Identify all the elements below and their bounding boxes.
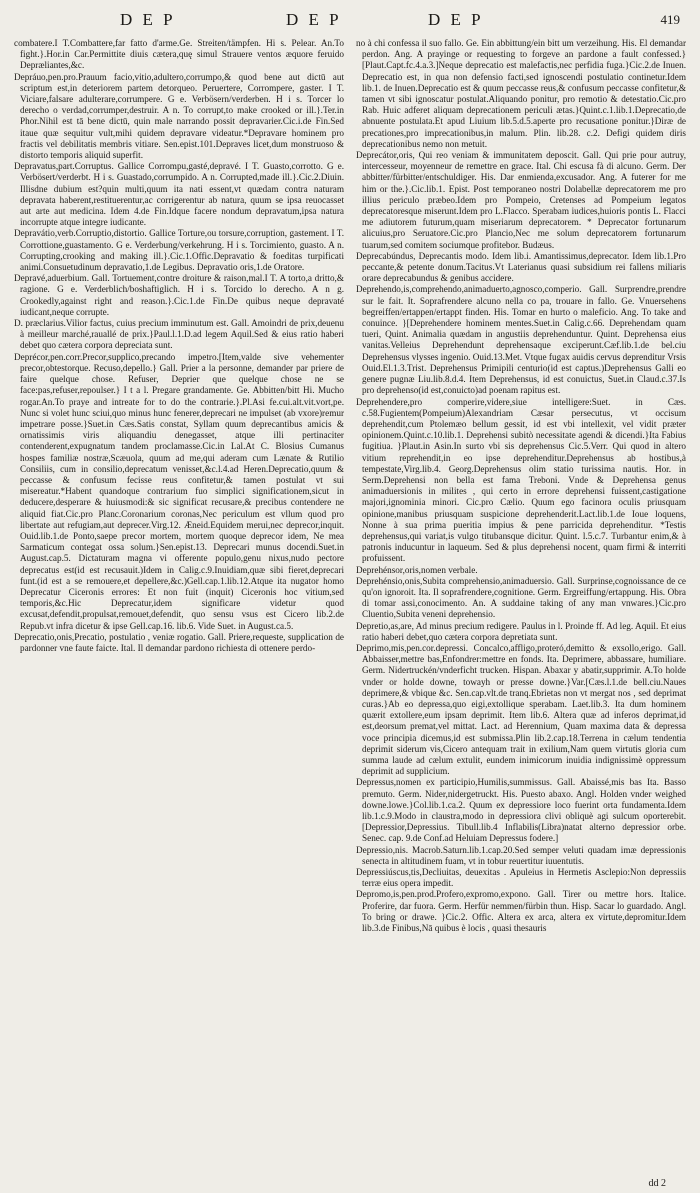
page-number: 419: [660, 12, 680, 27]
left-column: [14, 38, 344, 1180]
dictionary-entry: no à chi confessa il suo fallo. Ge. Ein abbittung/ein bitt um verzeihung. His. El demandar perdon. Ang. A prayinge or requesting to forgeve an pardone a fault confessed.}[Plaut.Capt.fc.4.a.3.]Neque deprecatio est malefactis,nec perfidia fuga.}Cic.2.de Inuen. Deprecatio est, in qua non defensio facti,sed ignoscendi postulatio continetur.Idem lib.1. de Inuen.Deprecatio est & quum peccasse reus,& confusum peccasse confitetur,& tamen vt sibi ignoscatur postulat.Aliquando ponitur, pro remotio & detestatio.Cic.pro Rab. Huic adferet aliquam deprecationem periculi ætas.}Quint.c.1.lib.1.Deprecatio,de abnuente postulata.Et apud Liuium lib.5.d.5.aperte pro recusatione ponitur.}Diræ de precationes,pro imprecationibus,in malum. Plin. lib.28. c.2. Defigi quidem diris deprecationibus nemo non metuit.: [356, 38, 686, 149]
header-guideword-center-right: D E P: [428, 10, 484, 29]
dictionary-entry: Depressus,nomen ex participio,Humilis,summissus. Gall. Abaissé,mis bas Ita. Basso premuto. Germ. Nider,nidergetruckt. His. Puesto abaxo. Angl. Holden vnder weighed downe.lowe.}Col.lib.1.ca.2. Quum ex depressiore loco fuerint orta fundamenta.Idem lib.1.c.9.Modo in claustra,modo in depressiora clivi obliquè agi sulcum oporterebit.[Depressior,Depressius. Tibull.lib.4 Inflabilis(Libra)natat alterno depressior orbe. Senec. cap. 9.de Conf.ad Heluiam Depressus fodere.]: [356, 777, 686, 844]
dictionary-entry: Depretio,as,are, Ad minus precium redigere. Paulus in l. Proinde ff. Ad leg. Aquil. Et eius ratio haberi debet,quo cætera corpora depretiata sunt.: [356, 620, 686, 642]
dictionary-entry: Deprécor,pen.corr.Precor,supplico,precando impetro.[Item,valde sive vehementer precor,obtestorque. Recuso,depello.} Gall. Prier a la personne, demander par priere de faire quelque chose. Refuser, Deprier que quelque chose ne se face:pas,refuser,repoulser.} I t a l. Pregare grandamente. Ge. Abbitten/bitt Hi. Mucho rogar.An.To praye and intreate for to do the contrarie.}.Pl.Asi fe.cui.alt.vit.vort,pe. Nunc si volet hunc sciui,quo minus hunc fenerer,deprecari ne impulset (ab vxore)remur impetrare posse.}Suet.in Cæs.Satis constat, Syllam quum deprecantibus amicis & ornatissimis viris aliquandiu denegasset, atque illi pertinaciter contenderent,expugnatum tandem proclamasse.Cic.in Lal.At C. Blosius Cumanus hospes familiæ nostræ,Scæuola, quum ad me,qui aderam cum Lænate & Rutilio Consiliis, cum in consilio,deprecatum venisset,&c.l.4.ad Heren.Deprecatio,quum & peccasse & confusum fecisse reus confitetur,& tamen postulat vt sui misereatur.*Habent quandoque contrarium fuo simplici significationem,sicut in deducere,desperare & huiusmodi:& sic significat recusare,& precibus contendere ne aliquid fiat.Cic.pro Planc.Coronarium coronas,Nec periculum est vllum quod pro libertate aut refugiam,aut deprecer.Virg.12. Æneid.Equidem merui,nec deprecor,inquit. Ouid.lib.1.de Ponto,saepe precor mortem, mortem quoque deprecor idem, Ne mea Sarmaticum contegat ossa solum.}Sen.epist.13. Deprecari munus docendi.Suet.in August.cap.5. Dictaturam magna vi offerente populo,genu nixus,nudo pectore deprecatus est(id est recusauit.)Idem in Calig.c.9.Inuidiam,quæ sibi fieret,deprecari funt.(id est a se remouere,et depellere,&c.)Gell.cap.1.lib.12.Atque ita nugator homo Deprecatur Ciceronis errores: Et non fuit (inquit) Ciceronis hoc vitium,sed temporis,&c.Hic Deprecatur,idem significare videtur quod excusat,defendit,propulsat,remouet,defendit, quo sensu vsus est Cicero lib.2.de Repub.vt infra dicetur & ipse Gell.cap.16. lib.6. Vide Suet. in August.ca.5.: [14, 351, 344, 631]
dictionary-entry: Depressiúscus,tis,Decliuitas, deuexitas . Apuleius in Hermetis Asclepio:Non depressiis terræ eius opera impedit.: [356, 867, 686, 889]
dictionary-entry: D. præclarius.Vilior factus, cuius precium imminutum est. Gall. Amoindri de prix,deuenu à meilleur marché,rauallé de prix.}Paul.l.1.D.ad legem Aquil.Sed & eius ratio haberi debet quo cætera corpora depreciata sunt.: [14, 318, 344, 351]
catchword: dd 2: [648, 1178, 666, 1189]
right-column: [356, 38, 686, 1180]
dictionary-entry: Deprehénsio,onis,Subita comprehensio,animaduersio. Gall. Surprinse,cognoissance de ce qu'on ignoroit. Ita. Il soprafrendere,cognitione. Germ. Ergreiffung/ertappung. His. Obra di tomar assi,conocimento. An. A suddaine taking of any man vnwares.}Cic.pro Cluentio,Subita veneni deprehensio.: [356, 575, 686, 620]
text-columns: [14, 38, 686, 1180]
dictionary-entry: Deprecabúndus, Deprecantis modo. Idem lib.i. Amantissimus,deprecator. Idem lib.1.Pro peccante,& petente donum.Tacitus.Vt Laterianus quasi subsidium rei fallens miliaris orare deprecabundus & genibus accidere.: [356, 250, 686, 284]
header-guideword-left: D E P: [120, 10, 176, 29]
running-header: [20, 10, 680, 32]
dictionary-entry: Deprecatio,onis,Precatio, postulatio , veniæ rogatio. Gall. Priere,requeste, supplication de pardonner vne faute faicte. Ital. Il demandar pardono richiesta di ottenere perdo-: [14, 631, 344, 653]
dictionary-entry: Depravé,aduerbium. Gall. Tortuement,contre droiture & raison,mal.I T. A torto,a dritto,& ragione. G e. Verderblich/boshaftiglich. H i s. Torcido lo derecho. A n g. Crookedly,against right and reason.}.Cic.1.de Fin.De quibus neque depravaté iudicant,neque corrupte.: [14, 273, 344, 317]
dictionary-entry: Deprehendere,pro comperire,videre,siue intelligere:Suet. in Cæs. c.58.Fugientem(Pompeium)Alexandriam Cæsar persecutus, vt occisum deprehendit,cum Ptolemæo bellum gessit, id est vbi intellexit, vel vidit præter opinionem.Quint.c.10.lib.1. Deprehensi subitò necessitate agendi & dicendi.}Ita Fabius fugitiua. }Plaut.in Asin.In surto vbi sis deprehensus Cic.5.Verr. Qui quod in altero vitium reprehendit,in eo ipse deprehenditur.Deprehensus ab hostibus,à tempestate,Virg.lib.4. Georg.Deprehensus olim statio turissima nautis. Hor. in Serm.Deprehensi non bella est fama Treboni. Vnde & Deprehensa genus animaduersionis in milites , qui certo in errore deprehensi fuissent,castigatione majori,ignominia minori. Cic.pro Cælio. Quum ego facinora oculis priusquam opinione,manibus priusquam suspicione deprehenderit.Lact.lib.1.de Ioue loquens, Nonne à sua prima pueritia impius & pene parricida deprehenditur. *Testis deprehensus,qui variat,is vulgo titubansque dicitur. Quint. l.5.c.7. Turbantur enim,& à patronis inducuntur in laqueum. Sed & plus deprehensi nocent, quam firmi & interriti profuissent.: [356, 396, 686, 564]
dictionary-entry: Depromo,is,pen.prod.Profero,expromo,expono. Gall. Tirer ou mettre hors. Italice. Proferire, dar fuora. Germ. Herfür nemmen/fürbin thun. Hisp. Sacar lo guardado. Angl. To bring or drawe. }Cic.2. Offic. Altera ex arca, altera ex virtute,depromitur.Idem lib.3.de Finibus,Nā quibus è locis , quasi thesauris: [356, 889, 686, 934]
dictionary-entry: Depravátio,verb.Corruptio,distortio. Gallice Torture,ou torsure,corruption, gastement. I T. Corrottione,guastamento. G e. Verderbung/verkehrung. H i s. Torcimiento, guasto. A n. Corrupting,crooking and making ill.}.Cic.1.Offic.Depravatio & foeditas turpificati animi.Consuetudinum depravatio,1.de Legibus. Depravatio oris,1.de Oratore.: [14, 228, 344, 273]
dictionary-entry: Deprehendo,is,comprehendo,animaduerto,agnosco,comperio. Gall. Surprendre,prendre sur le fait. It. Soprafrendere alcuno nella co pa, trouare in fallo. Ge. Vnuersehens begreiffen/ertappen/ertappt finden. His. Tomar en hurto o maleficio. Ang. To take and conuince. }[Deprehendere hominem mentes.Suet.in Calig.c.66. Deprehendam quam tueri, Quint. Animalia quædam in angustiis deprehenduntur. Quint. Deprehensa eius vanitas.Velleius Deprehendunt deprehensaque exciperunt.Cæf.lib.1.de bel.ciu Deprehensus vlysses ingenio. Ouid.13.Met. Vtque fugax auidis cervus deprenditur Vrsis Ouid.El.1.3.Trist. Deprehensus Primipili centurio(id est captus.)Deprehensus Galli eo genere pugnæ Liu.lib.8.d.4. Item Deprehensus, id est conuictus, Suet.in Claud.c.37.Is pro deprehenso(id est,conuicto)ad poenam rapitus est.: [356, 284, 686, 396]
header-guideword-center-left: D E P: [286, 10, 342, 29]
dictionary-entry: Depressio,nis. Macrob.Saturn.lib.1.cap.20.Sed semper veluti quadam imæ depressionis senecta in altitudinem fuam, vt in tobur reuertitur iuuentutis.: [356, 844, 686, 866]
dictionary-entry: Deprimo,mis,pen.cor.depressi. Concalco,affligo,proteró,demitto & exsollo,erigo. Gall. Abbaisser,mettre bas,Enfondrer:mettre en fonds. Ita. Deprimere, abbassare, humiliare. Germ. Nidertruckén/vnderficht trucken. Hispan. Abaxar y abatir,supprimir. A.To holde vnder or holde downe, towayh or presse downe.}Var.[Cæs.l.1.de bell.ciu.Naues deprimere,& vbique &c. Sen.cap.vlt.de tranq.Ebrietas non vt mergat nos , sed deprimat curas.}Ab eo depressa,quo eigi,extollique sperabam. Laet.lib.3. Ita dum hominem quærit extollere,eum ipsam deprimit. Item lib.6. Altera quæ ad inferos deprimat,id est,deorsum premat,vel mittat. Lact. ad Herennium, Quam maxima data & depressa voce principia dicemus,id est submissa.Plin lib.2.cap.18.Terrena in cælum tendentia deprimit siderum vis,Cicero antequam trait in exilium,Nam quem virtutis gloria cum summa laude ad cælum extulit, eundem inimicorum inuidia indignissimè oppressum deprimit ad supplicium.: [356, 642, 686, 777]
dictionary-entry: combatere.I T.Combattere,far fatto d'arme.Ge. Streiten/tämpfen. Hi s. Pelear. An.To fight.}.Hor.in Car.Permittite diuis cætera,quę simul Strauere ventos æquore feruido Depræliantes,&c.: [14, 38, 344, 71]
dictionary-entry: Deprehénsor,oris,nomen verbale.: [356, 564, 478, 575]
dictionary-entry: Depráuo,pen.pro.Prauum facio,vitio,adultero,corrumpo,& quod bene aut dictū aut scriptum est,in deteriorem partem detorqueo. Peruertere, Corrompere, gaster. I T. Viciare,falsare adulterare,corrumpere. G e. Verbösern/verderben. H i s. Torcer lo derecho o verdad,corrumper,destruir. A n. To corrupt,to make crooked or ill.}.Ter.in Phor.Nihil est tā bene dictū, quin male narrando possit depravarier.Cic.i.de Fin.Sed itaue quæ sequitur vult,mihi quidem depravare videatur.*Depravare hominem pro fractis vel debilitatis membris vitiare. Sen.epist.101.Depraves licet,dum monstruoso & distorto temporis aliquid superfit.: [14, 71, 344, 161]
dictionary-entry: Depravatus,part.Corruptus. Gallice Corrompu,gasté,depravé. I T. Guasto,corrotto. G e. Verbösert/verderbt. H i s. Guastado,corrumpido. A n. Corrupted,made ill.}.Cic.2.Diuin. Illisdne dubium est?quin multi,quum ita nati essent,vt quædam contra naturam depravata haberent,restituerentur,ac corrigerentur ab natura, quum se ipsa reuocasset aut arte aut medicina. Idem 4.de Fin.Idque facere nondum depravatum,ipsa natura incorrupte atque integre iudicante.: [14, 161, 344, 228]
dictionary-entry: Deprecátor,oris, Qui reo veniam & immunitatem deposcit. Gall. Qui prie pour autruy, intercesseur, moyenneur de remettre en grace. Ital. Chi escusa fà di alcuno. Germ. Der abbitter/fürbitter/entschuldiger. His. Dar enmienda,excusador. Ang. A futerer for me him or the.}.Cic.lib.1. Epist. Post temporaneo nostri Dolabellæ deprecatorem me pro illius periculo præbeo.Idem pro Pompeio, Cretenses ad Pompeium legatos deprecatoresque miserunt.Idem pro L.Flacco. Sperabam iudices,huioris pontis L. Flacci me adiutorem futurum,quam miseriarum deprecatorem. * Deprecator fortunarum alicuius,pro Seruatore.Cic.pro Plancio,Nec me solum deprecatorem fortunarum tuarum,sed comitem sociumque profitebor. Budæus.: [356, 150, 686, 250]
